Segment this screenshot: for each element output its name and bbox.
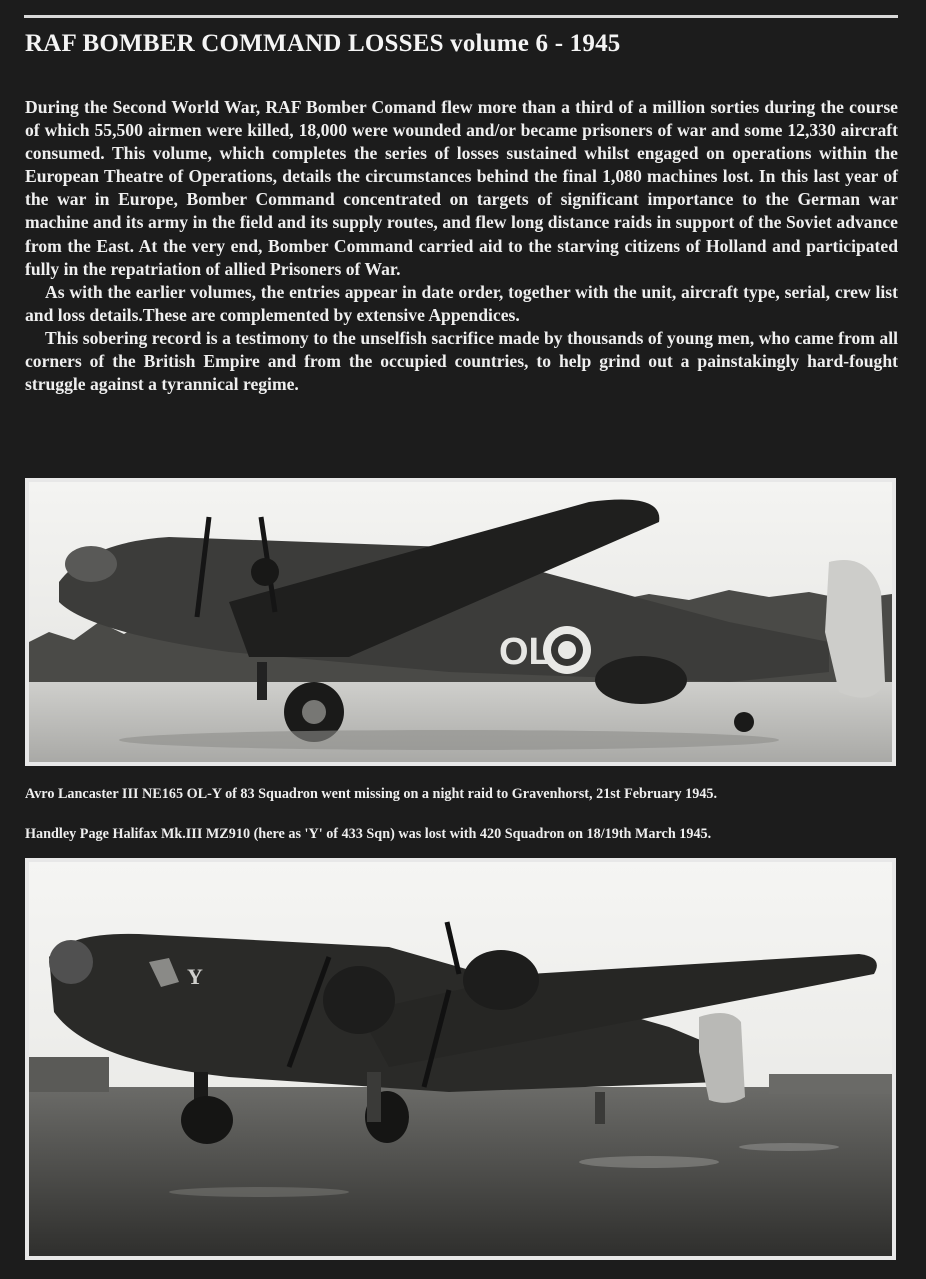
paragraph-entries: As with the earlier volumes, the entries appear in date order, together with the unit, aircraft type, serial, crew list and loss details.These are complemented by extensive Appendices. (25, 281, 898, 325)
lancaster-caption: Avro Lancaster III NE165 OL-Y of 83 Squadron went missing on a night raid to Gravenhorst, 21st February 1945. (25, 786, 718, 802)
body-text (25, 96, 898, 396)
halifax-caption: Handley Page Halifax Mk.III MZ910 (here as 'Y' of 433 Sqn) was lost with 420 Squadron on 18/19th March 1945. (25, 826, 712, 842)
lancaster-illustration (29, 482, 892, 762)
lancaster-code-letters: OL (499, 631, 552, 673)
halifax-photo (25, 858, 896, 1260)
halifax-code-letter: Y (187, 964, 203, 989)
paragraph-testimony: This sobering record is a testimony to the unselfish sacrifice made by thousands of young men, who came from all corners of the British Empire and from the occupied countries, to help grind out a painstakingly hard-fought struggle against a tyrannical regime. (25, 327, 898, 395)
page-title: RAF BOMBER COMMAND LOSSES volume 6 - 1945 (25, 30, 621, 57)
halifax-illustration (29, 862, 892, 1256)
lancaster-photo (25, 478, 896, 766)
top-rule (24, 15, 898, 18)
paragraph-intro: During the Second World War, RAF Bomber Comand flew more than a third of a million sorties during the course of which 55,500 airmen were killed, 18,000 were wounded and/or became prisoners of war and some 12,330 aircraft consumed. This volume, which completes the series of losses sustained whilst engaged on operations within the European Theatre of Operations, details the circumstances behind the final 1,080 machines lost. In this last year of the war in Europe, Bomber Command concentrated on targets of significant importance to the German war machine and its army in the field and its supply routes, and flew long distance raids in support of the Soviet advance from the East. At the very end, Bomber Command carried aid to the starving citizens of Holland and participated fully in the repatriation of allied Prisoners of War. (25, 97, 898, 279)
